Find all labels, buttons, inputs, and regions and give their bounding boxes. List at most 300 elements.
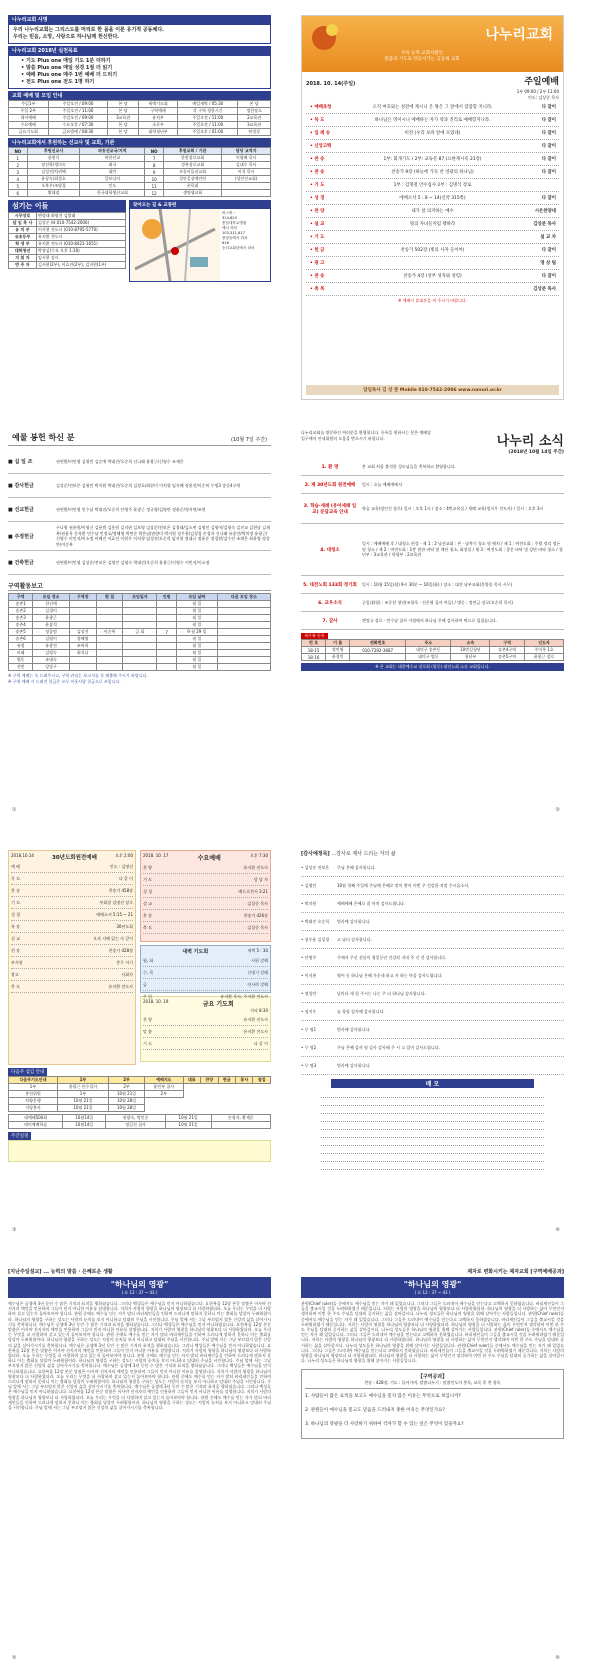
staff-row <box>9 255 126 262</box>
schedule-table <box>8 100 271 136</box>
table-cell <box>211 1122 270 1129</box>
newcomer-row <box>302 654 564 661</box>
table-cell <box>123 615 157 622</box>
table-header-row <box>9 1077 271 1084</box>
table-cell: 정혜명 <box>69 636 96 643</box>
guide-header: 제자로 변화시키는 제자교회 [구역예배공과] <box>467 1269 564 1275</box>
table-cell <box>69 615 96 622</box>
table-cell: 데이예배 <box>9 115 49 122</box>
table-cell <box>69 608 96 615</box>
news-content: 엔정규 장로 · 민수남 집사 가정에서 하나님 은혜 감사하여 떡으로 섬겼습니다. <box>362 617 498 623</box>
thanks-text: 주님 은혜 감사 및 감사 감사해 주 시 고 있어 감사드립니다. <box>337 1044 440 1050</box>
order-row <box>11 885 133 897</box>
table-cell: 캄보디아 <box>80 176 145 183</box>
order-value: 부회장 김명진 장로 <box>99 899 133 905</box>
table-header-cell: 1부 <box>57 1077 108 1084</box>
table-cell: 3교육관 <box>238 122 271 129</box>
order-label: 성 경 <box>11 911 20 917</box>
table-cell: 전민 <box>9 664 33 671</box>
table-cell <box>69 622 96 629</box>
table-cell: 9 <box>145 169 164 176</box>
duty-row <box>9 1091 271 1098</box>
table-cell <box>217 608 270 615</box>
order-label: 광고 <box>11 971 19 977</box>
table-cell: 송촌5 <box>9 629 33 636</box>
order-row <box>11 921 133 933</box>
thanks-list <box>301 859 564 1075</box>
table-cell: 테이예배학습 <box>9 1122 63 1129</box>
worship-order-row <box>306 244 559 257</box>
table-header-cell: NO <box>145 148 164 155</box>
offering-names: 권연환/이민영 김영민 김순애 박대진/오순희 신나래 윤광근/신영수 조재은 <box>56 458 184 464</box>
order-content: 찬송가 502장 (빛의 사자 들이여) <box>400 248 465 253</box>
table-cell: 6 <box>9 190 28 197</box>
offering-label: ■ 건축헌금 <box>8 560 34 566</box>
table-cell <box>350 654 406 661</box>
order-row <box>143 1014 268 1026</box>
staff-table <box>8 212 126 269</box>
table-cell: 2부 <box>145 1091 183 1098</box>
leaf-decoration-icon <box>306 20 346 60</box>
schedule-row <box>9 101 271 108</box>
table-cell <box>123 608 157 615</box>
table-cell: 송촌1 <box>9 601 33 608</box>
order-label: 설 교 <box>11 935 20 941</box>
order-value: 유지환 전도사 <box>243 864 268 870</box>
offering-label: ■ 십 일 조 <box>8 459 33 465</box>
table-cell <box>123 657 157 664</box>
table-cell: 금요기도회 <box>9 129 49 136</box>
sermon-body: 예수님은 공생애 3년 동안 수 많은 기적과 표적을 행하셨습니다. 그러나 백성들은 예수님을 믿지 아니하였습니다. 요한복음 12장 본문 말씀은 이사야 선지자의 예언을 인용하며 그들이 믿지 아니한 이유를 설명합니다. 저희가 사람의 영광을 하나님의 영광보다 더 사랑하였더라. 오늘 우리는 무엇을 더 사랑하며 살고 있는지 돌아보아야 합니다. 관원 중에도 예수를 믿는 자가 많되 바리새인들을 인하여 드러나게 말하지 못하니 이는 출회를 당할까 두려워함이라. 하나님의 영광을 구하는 성도는 사람의 눈치를 보지 아니하고 담대히 주님을 시인합니다. 주님 앞에 서는 그날 부끄럽지 않은 신앙의 삶을 살아가시기를 축복합니다. 예수님은 공생애 3년 동안 수 많은 기적과 표적을 행하셨습니다. 그러나 백성들은 예수님을 믿지 아니하였습니다. 요한복음 12장 본문 말씀은 이사야 선지자의 예언을 인용하며 그들이 믿지 아니한 이유를 설명합니다. 저희가 사람의 영광을 하나님의 영광보다 더 사랑하였더라. 오늘 우리는 무엇을 더 사랑하며 살고 있는지 돌아보아야 합니다. 관원 중에도 예수를 믿는 자가 많되 바리새인들을 인하여 드러나게 말하지 못하니 이는 출회를 당할까 두려워함이라. 하나님의 영광을 구하는 성도는 사람의 눈치를 보지 아니하고 담대히 주님을 시인합니다. 주님 앞에 서는 그날 부끄럽지 않은 신앙의 삶을 살아가시기를 축복합니다. 예수님은 공생애 3년 동안 수 많은 기적과 표적을 행하셨습니다. 그러나 백성들은 예수님을 믿지 아니하였습니다. 요한복음 12장 본문 말씀은 이사야 선지자의 예언을 인용하며 그들이 믿지 아니한 이유를 설명합니다. 저희가 사람의 영광을 하나님의 영광보다 더 사랑하였더라. 오늘 우리는 무엇을 더 사랑하며 살고 있는지 돌아보아야 합니다. 관원 중에도 예수를 믿는 자가 많되 바리새인들을 인하여 드러나게 말하지 못하니 이는 출회를 당할까 두려워함이라. 하나님의 영광을 구하는 성도는 사람의 눈치를 보지 아니하고 담대히 주님을 시인합니다. 주님 앞에 서는 그날 부끄럽지 않은 신앙의 삶을 살아가시기를 축복합니다. 예수님은 공생애 3년 동안 수 많은 기적과 표적을 행하셨습니다. 그러나 백성들은 예수님을 믿지 아니하였습니다. 요한복음 12장 본문 말씀은 이사야 선지자의 예언을 인용하며 그들이 믿지 아니한 이유를 설명합니다. 저희가 사람의 영광을 하나님의 영광보다 더 사랑하였더라. 오늘 우리는 무엇을 더 사랑하며 살고 있는지 돌아보아야 합니다. 관원 중에도 예수를 믿는 자가 많되 바리새인들을 인하여 드러나게 말하지 못하니 이는 출회를 당할까 두려워함이라. 하나님의 영광을 구하는 성도는 사람의 눈치를 보지 아니하고 담대히 주님을 시인합니다. 주님 앞에 서는 그날 부끄럽지 않은 신앙의 삶을 살아가시기를 축복합니다. 예수님은 공생애 3년 동안 수 많은 기적과 표적을 행하셨습니다. 그러나 백성들은 예수님을 믿지 아니하였습니다. 요한복음 12장 본문 말씀은 이사야 선지자의 예언을 인용하며 그들이 믿지 아니한 이유를 설명합니다. 저희가 사람의 영광을 하나님의 영광보다 더 사랑하였더라. 오늘 우리는 무엇을 더 사랑하며 살고 있는지 돌아보아야 합니다. 관원 중에도 예수를 믿는 자가 많되 바리새인들을 인하여 드러나게 말하지 못하니 이는 출회를 당할까 두려워함이라. 하나님의 영광을 구하는 성도는 사람의 눈치를 보지 아니하고 담대히 주님을 시인합니다. 주님 앞에 서는 그날 부끄럽지 않은 신앙의 삶을 살아가시기를 축복합니다. <box>8 1301 271 1411</box>
table-cell: 수요예배 <box>9 122 49 129</box>
section-vision-title: 나누리교회 사명 <box>8 15 271 24</box>
thanks-name: • 성우용 김성경 <box>301 936 330 942</box>
table-cell: 대덕구 법동 <box>406 654 451 661</box>
table-cell: 유지환 전도사 (010-8421-1651) <box>37 241 126 248</box>
table-cell: 이순복 <box>96 629 123 636</box>
thanks-row <box>301 967 564 985</box>
thanks-text: 예배예배 은혜로 잘 마치 감사드립니다. <box>337 900 406 906</box>
order-value: 유지환 전도사 <box>243 1016 268 1022</box>
table-cell: 윤경민 <box>326 654 350 661</box>
staff-row <box>9 227 126 234</box>
schedule-row <box>9 1115 271 1122</box>
order-content: 오직 여호와는 성전에 계시니 온 땅은 그 앞에서 잠잠할 지니라. <box>372 105 493 110</box>
table-cell <box>217 636 270 643</box>
thanks-text: 범사에 감사합니다. <box>337 1026 371 1032</box>
table-cell: 담 임 목 사 <box>9 220 37 227</box>
table-cell <box>217 643 270 650</box>
table-cell: 9 월 29 일 <box>177 629 218 636</box>
table-cell: 김서현(2부), 이효진(2부), 김지현(1부) <box>37 262 126 269</box>
evening-service-box: 2018.10.14 30년도회원전예배 오후 2:00 예 배 인도 : 김명진 묵 도 다 같 이 찬 송 찬송가 458장 기 도 부회장 김명진 장로 성 경 에베소서 5:15 ~ 21 특 송 30년도회 설 교 오직 지혜 있는 자 같이 헌 송 찬송가 428장 부서장 총무 서기 광고 사회자 축 도 유지환 전도사 <box>8 850 136 1065</box>
table-cell: 1 <box>9 155 28 162</box>
order-label: • 찬 송 <box>310 274 325 279</box>
worship-order-row <box>306 270 559 283</box>
table-cell: 10번길청년 <box>451 647 490 654</box>
order-row <box>143 967 268 979</box>
table-header-cell: 헌금 <box>218 1077 235 1084</box>
table-cell: 유 치 부 <box>9 227 37 234</box>
page-worship-order <box>301 15 564 400</box>
table-cell: 유치부 <box>138 115 178 122</box>
table-cell: 유상숙/최경호 <box>27 176 80 183</box>
order-leader: 다 같이 <box>541 274 556 279</box>
news-list <box>301 458 564 630</box>
thanks-text: 날마다 새 힘 주시는 나는 주 더 하나님 감사합니다. <box>337 990 426 996</box>
thanks-text: 주께서 주신 선물이 평일동안 건강히 지내 주 신 것 감사합니다. <box>337 954 447 960</box>
order-label: 찬 송 <box>143 912 152 918</box>
order-value: 김상준 목사 <box>247 900 268 906</box>
thanks-subtitle: ...감사로 제사 드리는 자의 삶 <box>331 851 396 857</box>
order-label: 수, 목 <box>143 969 154 975</box>
table-cell: 새벽기도회 <box>138 101 178 108</box>
order-label: • 축 복 <box>310 287 325 292</box>
table-cell <box>157 636 177 643</box>
evening-order <box>11 861 133 993</box>
offering-row <box>8 450 271 474</box>
service-time: 1부 09:00 / 2부 11:00 <box>516 89 559 94</box>
cell-note: ※ 구역 예배 시 드려진 헌금은 모두 이웃사랑 헌금으로 쓰입니다. <box>8 679 121 684</box>
fri-order <box>143 1014 268 1050</box>
duty-title: 다음주 섬김 안내 <box>8 1068 47 1076</box>
table-cell: 폰목회 <box>163 183 221 190</box>
table-cell <box>217 615 270 622</box>
table-cell: 조명숙 <box>33 657 69 664</box>
guide-body: 관원(Chief ruler)들 중에서도 예수님을 믿는 자가 꽤 있었습니다. 그러나 그들은 드러내어 예수님을 믿는다고 고백하지 못하였습니다. 바리새인들이 그들을 출교시킬 것을 두려워하였기 때문입니다. 저희는 사람의 영광을 하나님의 영광보다 더 사랑하였더라. 하나님의 영광을 더 사랑하는 삶이 무엇인지 생각하며 이번 한 주도 주님을 담대히 증거하는 삶을 살아갑시다. 나누리 성도들은 하나님의 영광을 위해 살아가는 사람들입니다. 관원(Chief ruler)들 중에서도 예수님을 믿는 자가 꽤 있었습니다. 그러나 그들은 드러내어 예수님을 믿는다고 고백하지 못하였습니다. 바리새인들이 그들을 출교시킬 것을 두려워하였기 때문입니다. 저희는 사람의 영광을 하나님의 영광보다 더 사랑하였더라. 하나님의 영광을 더 사랑하는 삶이 무엇인지 생각하며 이번 한 주도 주님을 담대히 증거하는 삶을 살아갑시다. 나누리 성도들은 하나님의 영광을 위해 살아가는 사람들입니다. 관원(Chief ruler)들 중에서도 예수님을 믿는 자가 꽤 있었습니다. 그러나 그들은 드러내어 예수님을 믿는다고 고백하지 못하였습니다. 바리새인들이 그들을 출교시킬 것을 두려워하였기 때문입니다. 저희는 사람의 영광을 하나님의 영광보다 더 사랑하였더라. 하나님의 영광을 더 사랑하는 삶이 무엇인지 생각하며 이번 한 주도 주님을 담대히 증거하는 삶을 살아갑시다. 나누리 성도들은 하나님의 영광을 위해 살아가는 사람들입니다. 관원(Chief ruler)들 중에서도 예수님을 믿는 자가 꽤 있었습니다. 그러나 그들은 드러내어 예수님을 믿는다고 고백하지 못하였습니다. 바리새인들이 그들을 출교시킬 것을 두려워하였기 때문입니다. 저희는 사람의 영광을 하나님의 영광보다 더 사랑하였더라. 하나님의 영광을 더 사랑하는 삶이 무엇인지 생각하며 이번 한 주도 주님을 담대히 증거하는 삶을 살아갑시다. 나누리 성도들은 하나님의 영광을 위해 살아가는 사람들입니다. <box>301 1301 564 1364</box>
table-cell: 2부 <box>108 1084 144 1091</box>
order-value: 찬송가 426장 <box>243 912 268 918</box>
mission-row <box>9 190 271 197</box>
order-value: 다 같 이 <box>253 1040 268 1046</box>
thanks-row <box>301 1039 564 1057</box>
table-cell: 한선애 <box>33 601 69 608</box>
table-cell: 김대우 목사 <box>222 162 271 169</box>
table-cell: 월 일 <box>177 650 218 657</box>
cell-row <box>9 629 271 636</box>
table-cell: 각 구역 정한시간 <box>178 108 238 115</box>
order-value: 유지환 전도사 <box>108 983 133 989</box>
thanks-row <box>301 1021 564 1039</box>
table-cell: 엔정태 최명진 김열래 <box>37 213 126 220</box>
news-content: 일시 : 10월 15일(월) 9시 30분 ~ 16일(화) / 장소 : 대전 남부교회(목양종 목사 시무) <box>362 581 513 587</box>
cell-row <box>9 601 271 608</box>
offering-row <box>8 551 271 575</box>
page-sermon <box>8 1268 271 1663</box>
table-cell: 유정 <box>9 643 33 650</box>
order-leader: 다 같이 <box>541 248 556 253</box>
thanks-name: • 이지현 <box>301 972 317 978</box>
table-header-cell: 주소 <box>406 640 451 647</box>
order-row <box>143 898 268 910</box>
page-number: ⑤ <box>12 1655 17 1661</box>
service-date: 2018. 10. 14(주일) <box>306 81 356 87</box>
worship-order-row <box>306 166 559 179</box>
order-row <box>11 909 133 921</box>
order-label: • 광 고 <box>310 261 325 266</box>
phone-note: ※ 예배시 휴대폰을 꺼 주시기 바랍니다. <box>398 298 467 303</box>
order-row <box>11 981 133 993</box>
news-label: 2. 제 30년도회 원전예배 <box>304 482 356 488</box>
table-cell: 김상진 <box>69 629 96 636</box>
table-cell: 김경이 <box>33 608 69 615</box>
section-mission-title: 나누리교회에서 후원하는 선교사 및 교회, 기관 <box>8 138 271 147</box>
order-label: • 예배초청 <box>310 105 332 110</box>
table-cell <box>222 190 271 197</box>
newcomer-row <box>302 647 564 654</box>
table-cell <box>96 636 123 643</box>
page-number: ① <box>12 807 17 813</box>
question: 2. 관원들이 예수님을 믿고도 믿음을 드러내지 못한 이유는 무엇인가요? <box>305 1408 445 1414</box>
staff-row <box>9 213 126 220</box>
table-cell: 강상구 <box>33 664 69 671</box>
table-header-cell: 인원 <box>157 594 177 601</box>
thanks-text: 주님 은혜 감사합니다. <box>337 864 376 870</box>
thanks-title: [감사예정목] <box>301 851 330 857</box>
cell-row <box>9 664 271 671</box>
order-leader: 다 같이 <box>541 196 556 201</box>
table-cell: 4 <box>9 176 28 183</box>
page-news <box>301 430 564 815</box>
table-cell: 식당봉사 <box>9 1105 58 1112</box>
page-number: ⑥ <box>555 1655 560 1661</box>
news-label: 6. 교우소식 <box>318 600 342 606</box>
order-value: 사회자 <box>121 971 133 977</box>
table-header-cell: 전화번호 <box>350 640 406 647</box>
newcomer-table <box>301 639 564 661</box>
service-leader: 인도: 김상준 목사 <box>528 95 559 100</box>
memo-lines <box>301 1090 564 1170</box>
table-cell: 김성진/차귀혜 <box>27 169 80 176</box>
table-header-row <box>9 148 271 155</box>
order-content: 빛의 자녀들처럼 행하라 <box>409 222 456 227</box>
order-leader: 다 같이 <box>541 118 556 123</box>
table-cell: 10월 21일 <box>57 1105 108 1112</box>
thanks-row <box>301 895 564 913</box>
table-cell <box>157 643 177 650</box>
duty-row <box>9 1105 271 1112</box>
table-cell: 월 일 <box>177 664 218 671</box>
page-offerings <box>8 430 271 815</box>
table-cell: 황대겸 <box>27 190 80 197</box>
order-row <box>143 874 268 886</box>
table-header-cell: 이 름 <box>326 640 350 647</box>
news-label: 3. 학습·세례 (유아세례 입교) 문답교육 안내 <box>303 503 357 515</box>
pastor-footer: 담임목사 김 상 준 Mobile 010-7542-2006 www.nanuri.or.kr <box>306 385 559 395</box>
mission-row <box>9 169 271 176</box>
order-value: 인도 : 김명진 <box>109 863 133 869</box>
table-cell: 10월 21일 <box>165 1122 211 1129</box>
vision-line: 우리 나누리교회는 그리스도를 머리로 한 몸을 이룬 유기적 공동체다. <box>13 27 165 33</box>
table-cell: 김상준 (H.010-7542-2006) <box>37 220 126 227</box>
order-content: 내가 참 의지하는 예수 <box>411 209 454 214</box>
news-row <box>301 458 564 476</box>
question: 1. 사람들이 많은 표적을 보고도 예수님을 믿지 않은 이유는 무엇으로 보입니까? <box>305 1394 461 1400</box>
order-label: • 묵 도 <box>310 118 325 123</box>
table-cell: 권광숙, 박인순 <box>106 1115 165 1122</box>
table-cell: 송촌3 <box>9 615 33 622</box>
goals-box <box>8 55 271 89</box>
table-cell <box>123 643 157 650</box>
thanks-text: 고 남녀 감사합니다. <box>337 936 372 942</box>
table-cell: 1부 <box>57 1091 108 1098</box>
worship-order-list <box>302 101 563 296</box>
news-intro: 나누리교회를 방문하신 여러분을 환영합니다. 등록을 원하시는 분은 예배당 입구에서 안내위원의 도움을 받으시기 바랍니다. <box>301 430 431 441</box>
table-cell: 월 일 <box>177 657 218 664</box>
order-label: 예 배 <box>11 863 20 869</box>
week-schedule-area <box>8 1140 271 1162</box>
order-label: 찬 송 <box>11 887 20 893</box>
thanks-name: • 무 명1 <box>301 1026 317 1032</box>
table-header-cell: 소속 <box>451 640 490 647</box>
guide-title: "하나님의 영광" ( 요 12 : 37 ~ 43 ) <box>301 1277 564 1298</box>
thanks-row <box>301 913 564 931</box>
table-cell: 윤광근 장로 <box>525 654 564 661</box>
thanks-text: 영어 동 하나님 은혜 가운데 하고 자 하는 마음 감사드립니다. <box>337 972 443 978</box>
order-row <box>143 922 268 934</box>
table-cell: 윤삼석 <box>33 622 69 629</box>
table-cell: 본 당 <box>238 101 271 108</box>
news-row <box>301 576 564 594</box>
table-cell: 박정삼(수요 오후 1:30) <box>37 248 126 255</box>
memo-title: 메 모 <box>331 1079 534 1088</box>
schedule-row <box>9 108 271 115</box>
order-content: 하나님은 영이시니 예배하는 자가 영과 진리로 예배할지니라. <box>374 118 491 123</box>
table-cell: 북정성 <box>238 129 271 136</box>
table-cell: 대덕구 송촌동 <box>406 647 451 654</box>
table-cell <box>96 650 123 657</box>
order-leader: 다 같이 <box>541 170 556 175</box>
order-label: 금 <box>143 981 147 987</box>
table-cell: 18-16 <box>302 654 326 661</box>
order-label: 기 도 <box>143 876 152 882</box>
table-cell: 주일오전 / 11:00 <box>178 115 238 122</box>
guide-box-title: 【구역공과】 <box>417 1374 448 1381</box>
order-row <box>143 862 268 874</box>
thanks-text: 범사에 감사합니다. <box>337 918 371 924</box>
order-label: • 기 도 <box>310 183 325 188</box>
table-header-row <box>9 594 271 601</box>
worship-order-row <box>306 283 559 296</box>
table-cell: 대학청년부 <box>138 129 178 136</box>
thanks-name: • 정지우 <box>301 1008 317 1014</box>
table-cell <box>96 643 123 650</box>
thanks-name: • 안영주 <box>301 954 317 960</box>
table-cell <box>96 657 123 664</box>
sermon-title: "하나님의 영광" ( 요 12 : 37 ~ 43 ) <box>8 1277 271 1298</box>
worship-order-row <box>306 153 559 166</box>
worship-order-row <box>306 179 559 192</box>
order-label: 축 도 <box>143 924 152 930</box>
table-cell <box>217 664 270 671</box>
table-cell <box>96 622 123 629</box>
offering-names: 구나영 권윤원/이영신 김용범 김홍원 김지현 김보영 김상준/전보은 김경태/김소연 김영민 김영이/김영숙 김진교 김현남 김재복/권윤옥 문옥환 민수남 민정호/정혜영 박연순 박은남/권양미 박지원 성우용/김성경 손경자 신나래 유종만/박미정 윤광근/신영수 이민지/이소정 이혜진 이효진 이현우 이치형 임성진/오순희 임지현 정대규 정윤준 정경원/김수진 조재은 최윤영 정성만/이순복 <box>56 525 270 547</box>
table-cell: 이평배 목사 <box>222 155 271 162</box>
table-cell: 지 휘 자 <box>9 255 37 262</box>
order-leader: 시온찬양대 <box>534 209 556 214</box>
thanks-row <box>301 1057 564 1075</box>
dawn-schedule <box>143 955 268 1003</box>
table-cell: 본 당 <box>108 108 138 115</box>
order-label: 묵 도 <box>11 875 20 881</box>
order-value: 베드로전서 3:21 <box>238 888 268 894</box>
order-content: 1부 : 김명철 안수집사 2부 : 김명식 장로 <box>393 183 472 188</box>
table-header-cell: 대표 <box>183 1077 200 1084</box>
news-content: 일시 : 예배예배 후 / 대청소 편성 - 제 1 : 2 남선교회 : 본 · 남쪽기 청소 및 배치 / 제 1 : 여전도회 : 주방 정리 정돈 및 청소 / 제 2 : 여전도회 : 1층 현관 바닥 및 계단 청소, 화장실 / 제 3 : 여전도회 : 창문 바닥 및 강단 바닥 청소 / 청년부 : 3교육관 / 학생부 : 2교육관 <box>362 541 563 558</box>
order-value: 총무 서기 <box>116 959 133 965</box>
worship-order-row <box>306 218 559 231</box>
table-cell: 손정자, 황재순 <box>211 1115 270 1122</box>
table-cell: 윤광근 <box>33 615 69 622</box>
order-label: 특 송 <box>11 923 20 929</box>
table-cell <box>96 608 123 615</box>
worship-order-row <box>306 127 559 140</box>
section-staff-title: 섬기는 이들 <box>8 200 126 212</box>
table-cell: 생명샘교회 <box>163 190 221 197</box>
worship-order-row <box>306 205 559 218</box>
news-label: 4. 대청소 <box>320 547 340 553</box>
staff-row <box>9 241 126 248</box>
order-leader: 김상준 목사 <box>533 287 556 292</box>
table-cell: 대예배500회 <box>9 1115 63 1122</box>
table-cell: 초등부 <box>138 122 178 129</box>
staff-row <box>9 262 126 269</box>
table-cell <box>217 629 270 636</box>
table-cell: 11 <box>145 183 164 190</box>
order-label: • 성 경 <box>310 196 325 201</box>
table-cell: 태국 <box>80 162 145 169</box>
goal-item: • 전도 Plus one 전도 1명 하기 <box>21 79 95 85</box>
thanks-row <box>301 931 564 949</box>
table-cell <box>123 622 157 629</box>
table-cell: 주일오전 / 09:00 <box>48 101 108 108</box>
table-cell: 정길선 집사 <box>106 1122 165 1129</box>
order-leader: 김상준 목사 <box>533 222 556 227</box>
order-leader: 다 같이 <box>541 144 556 149</box>
page-number: ③ <box>12 1227 17 1233</box>
order-value: 찬송가 458장 <box>108 887 133 893</box>
table-cell: 오복우/조영경 <box>27 183 80 190</box>
order-leader: 다 같이 <box>541 105 556 110</box>
page-thanks <box>301 850 564 1235</box>
order-label: 주 일 <box>143 993 152 999</box>
table-cell: 3교육관 <box>108 115 138 122</box>
cell-row <box>9 650 271 657</box>
table-cell: 용현식 <box>27 155 80 162</box>
table-cell <box>217 601 270 608</box>
order-value: 에베소서 5:15 ~ 21 <box>96 911 133 917</box>
order-row <box>143 979 268 991</box>
table-cell: 10월 28일 <box>108 1098 144 1105</box>
banner-text: 주의 능력 교회사람인 말씀과 기도로 만들어가는 공동체 교회 <box>384 51 460 62</box>
thanks-name: • 박대진 오순희 <box>301 918 330 924</box>
duty-row <box>9 1084 271 1091</box>
table-cell: 정인영 <box>326 647 350 654</box>
table-cell: 장선학/정미숙 <box>27 162 80 169</box>
order-label: 말 씀 <box>143 1028 152 1034</box>
table-cell: 윤광근 안수집사 <box>57 1084 108 1091</box>
table-cell: 월 일 <box>177 636 218 643</box>
order-row <box>143 955 268 967</box>
dawn-prayer-box: 새벽 기도회 새벽 5 : 30 월, 화 시편 강해 수, 목 신명기 강해 금 이사야 강해 주 일 유지환 목사, 주지환 전도사 <box>140 945 271 993</box>
table-cell: 한빛장로교회 <box>163 155 221 162</box>
staff-row <box>9 248 126 255</box>
thanks-name: • 김영민 <box>301 882 317 888</box>
news-row <box>301 476 564 494</box>
order-label: • 입 례 송 <box>310 131 331 136</box>
news-row <box>301 494 564 524</box>
cell-row <box>9 608 271 615</box>
